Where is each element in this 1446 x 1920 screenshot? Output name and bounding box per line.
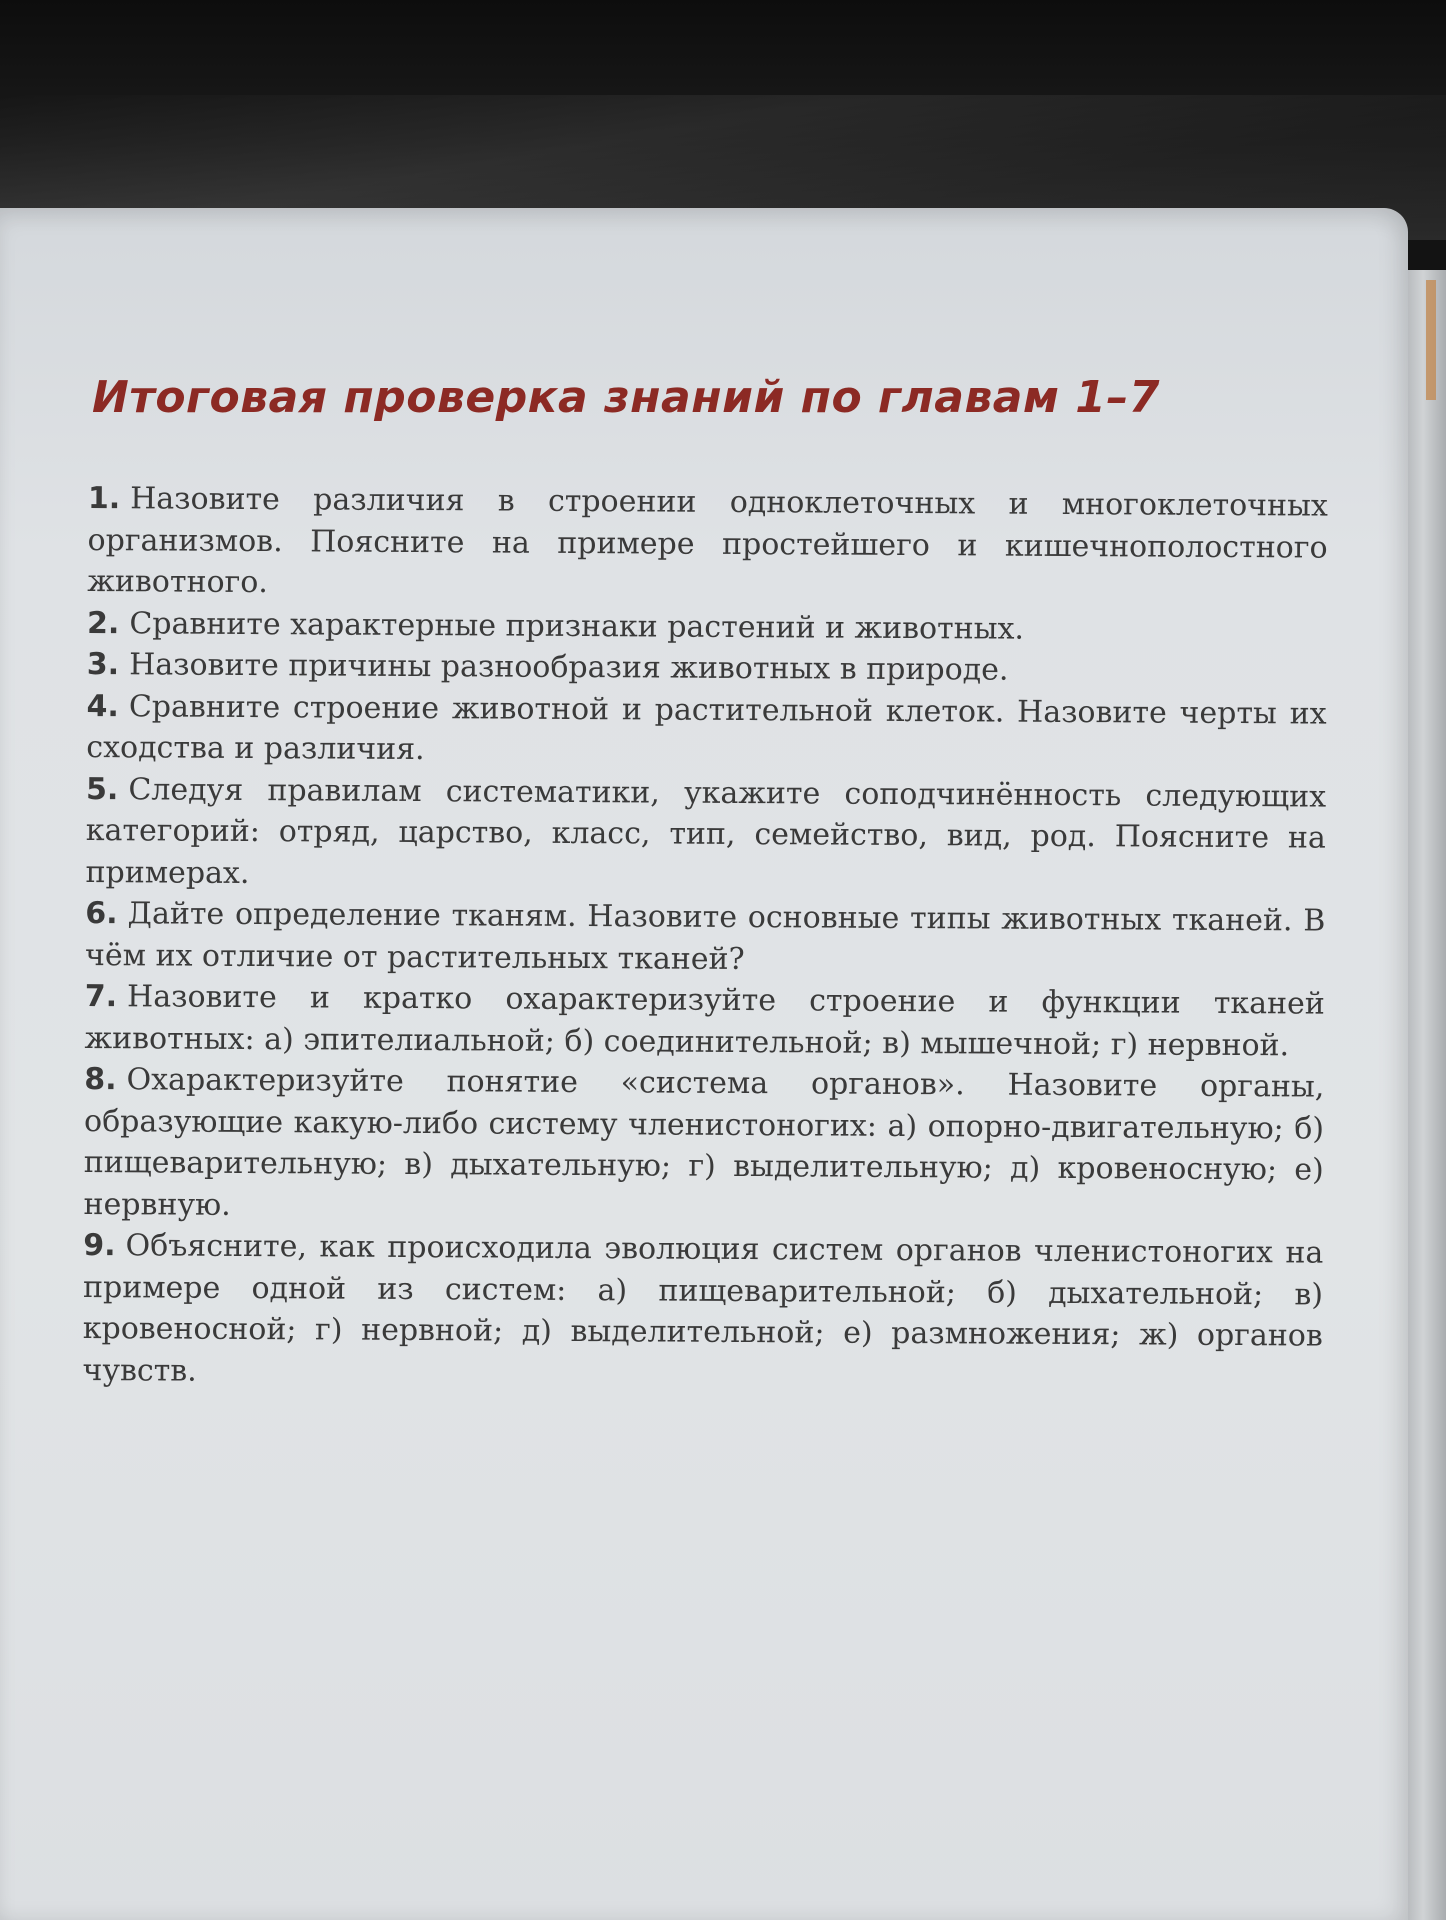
question-text: Сравните строение животной и растительной клеток. Назовите черты их сходства и различия. <box>86 688 1327 768</box>
question-item <box>83 1059 1324 1233</box>
question-item <box>82 1225 1323 1399</box>
question-text: Назовите и кратко охарактеризуйте строение и функции тканей животных: а) эпителиальной; б) соединительной; в) мышечной; г) нервной. <box>84 979 1325 1063</box>
plastic-cover-glare <box>0 95 1446 225</box>
question-text: Назовите различия в строении одноклеточных и многоклеточных организмов. Поясните на примере простейшего и кишечнополостного животного. <box>87 481 1328 601</box>
question-number: 8. <box>84 1061 117 1098</box>
question-item <box>84 976 1324 1067</box>
questions-list <box>82 478 1328 1399</box>
question-item <box>85 893 1325 984</box>
question-text: Дайте определение тканям. Назовите основные типы животных тканей. В чём их отличие от растительных тканей? <box>84 896 1326 977</box>
question-number: 1. <box>87 480 121 517</box>
question-text: Охарактеризуйте понятие «система органов». Назовите органы, образующие какую-либо систему членистоногих: а) опорно-двигательную; б) пищеварительную; в) дыхательную; г) выделительную; д) кровеносную; е) нервную. <box>83 1062 1325 1223</box>
question-number: 5. <box>85 771 119 807</box>
question-item <box>85 768 1326 900</box>
question-number: 3. <box>86 646 120 683</box>
question-number: 9. <box>83 1227 116 1264</box>
page-title: Итоговая проверка знаний по главам 1–7 <box>92 372 1160 423</box>
question-number: 6. <box>85 895 118 932</box>
question-number: 2. <box>87 605 120 641</box>
question-item <box>87 478 1328 610</box>
question-number: 4. <box>86 688 119 724</box>
question-text: Объясните, как происходила эволюция систем органов членистоногих на примере одной из систем: а) пищеварительной; б) дыхательной; в) кровеносной; г) нервной; д) выделительной; е) размножения; ж) органов чувств. <box>82 1228 1324 1389</box>
page-edge <box>1408 270 1446 1920</box>
question-item <box>87 644 1327 693</box>
question-text: Следуя правилам систематики, укажите соподчинённость следующих категорий: отряд, царство, класс, тип, семейство, вид, род. Поясните на примерах. <box>85 771 1327 891</box>
question-text: Назовите причины разнообразия животных в природе. <box>129 647 1009 688</box>
question-number: 7. <box>84 978 118 1015</box>
page-edge-tab <box>1426 280 1436 400</box>
question-item <box>86 685 1326 776</box>
question-text: Сравните характерные признаки растений и животных. <box>129 605 1025 647</box>
